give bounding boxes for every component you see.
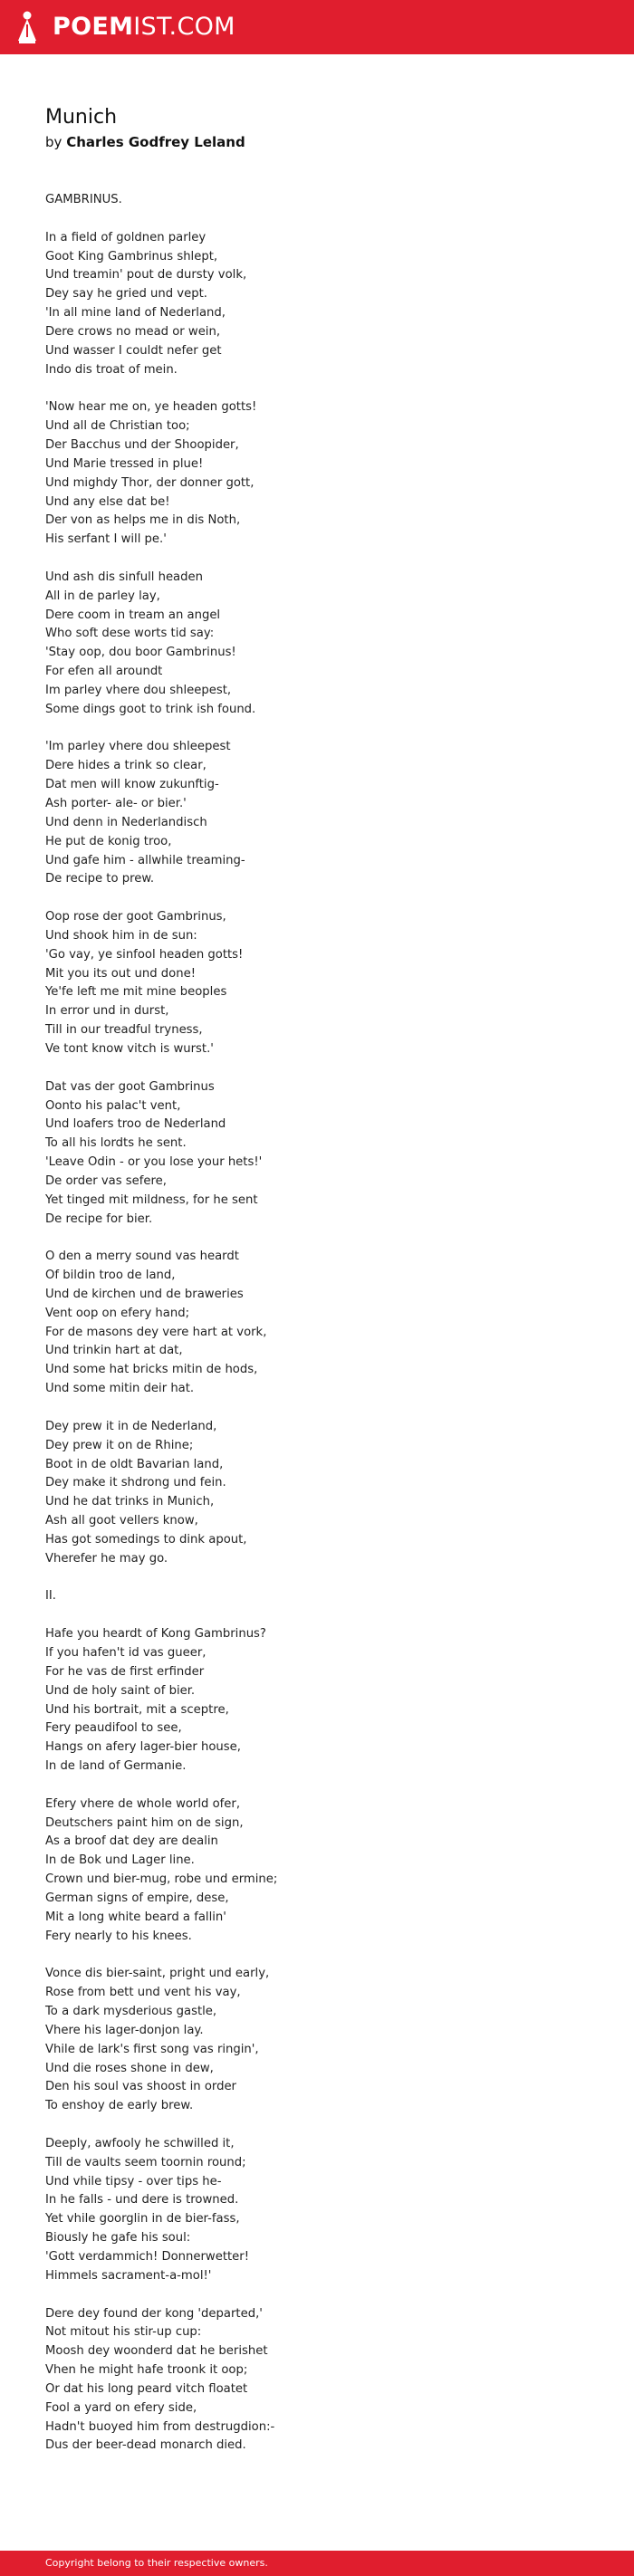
poem-line: Till de vaults seem toornin round;	[45, 2155, 246, 2169]
poem-line: For efen all aroundt	[45, 665, 163, 679]
poem-line: Goot King Gambrinus shlept,	[45, 249, 218, 263]
poem-line: Oop rose der goot Gambrinus,	[45, 910, 226, 924]
poem-stanza	[45, 1965, 589, 2116]
poem-line: German signs of empire, dese,	[45, 1891, 229, 1905]
poem-line: In error und in durst,	[45, 1004, 169, 1019]
poem-line: Und he dat trinks in Munich,	[45, 1495, 215, 1509]
poem-line: Und wasser I couldt nefer get	[45, 343, 222, 358]
poem-line: Deeply, awfooly he schwilled it,	[45, 2136, 235, 2150]
poem-line: Dere crows no mead or wein,	[45, 324, 221, 339]
poem-line: Ve tont know vitch is wurst.'	[45, 1041, 214, 1056]
poem-line: 'Now hear me on, ye headen gotts!	[45, 400, 257, 415]
poem-line: Vherefer he may go.	[45, 1551, 168, 1566]
poem-stanza	[45, 229, 589, 380]
poem-line: Dere coom in tream an angel	[45, 608, 221, 622]
poem-line: De order vas sefere,	[45, 1173, 167, 1188]
poem-line: Rose from bett und vent his vay,	[45, 1986, 241, 2000]
poem-stanza	[45, 2135, 589, 2286]
poem-line: Und de kirchen und de braweries	[45, 1287, 244, 1301]
poem-line: Dey prew it on de Rhine;	[45, 1438, 194, 1452]
poem-line: Der von as helps me in dis Noth,	[45, 513, 241, 528]
poem-line: Crown und bier-mug, robe und ermine;	[45, 1872, 278, 1887]
poem-stanza	[45, 738, 589, 889]
poem-author[interactable]: Charles Godfrey Leland	[66, 134, 245, 150]
poem-line: In de Bok und Lager line.	[45, 1853, 195, 1868]
poem-stanza	[45, 191, 589, 210]
poem-stanza	[45, 1587, 589, 1606]
poem-line: To a dark mysderious gastle,	[45, 2005, 217, 2018]
poem-line: Efery vhere de whole world ofer,	[45, 1796, 241, 1811]
poem-line: Deutschers paint him on de sign,	[45, 1815, 244, 1830]
poem-line: Dat men will know zukunftig-	[45, 778, 219, 792]
poem-line: In a field of goldnen parley	[45, 230, 207, 244]
poem-line: 'Im parley vhere dou shleepest	[45, 740, 231, 754]
poem-stanza	[45, 1625, 589, 1776]
poem-line: Mit a long white beard a fallin'	[45, 1910, 226, 1924]
poem-line: Und denn in Nederlandisch	[45, 815, 207, 829]
site-header	[0, 0, 634, 54]
poem-line: Und vhile tipsy - over tips he-	[45, 2174, 222, 2188]
poem-stanza	[45, 1248, 589, 1399]
poem-stanza	[45, 1796, 589, 1947]
poem-line: Und all de Christian too;	[45, 419, 190, 434]
poem-line: Und his bortrait, mit a sceptre,	[45, 1702, 229, 1717]
poem-body	[45, 191, 589, 2456]
by-label: by	[45, 134, 62, 150]
poem-line: Hadn't buoyed him from destrugdion:-	[45, 2419, 275, 2434]
poem-line: Who soft dese worts tid say:	[45, 627, 215, 641]
poem-line: Fery nearly to his knees.	[45, 1929, 192, 1943]
poem-byline	[45, 133, 589, 151]
poem-line: In de land of Germanie.	[45, 1759, 187, 1774]
poem-line: Dey say he gried und vept.	[45, 287, 207, 302]
poem-line: For he vas de first erfinder	[45, 1664, 205, 1679]
poem-line: He put de konig troo,	[45, 834, 172, 848]
poem-line: For de masons dey vere hart at vork,	[45, 1325, 267, 1339]
poem-title: Munich	[45, 106, 118, 129]
poem-line: Dus der beer-dead monarch died.	[45, 2438, 246, 2453]
poem-line: 'Leave Odin - or you lose your hets!'	[45, 1155, 263, 1170]
poem-stanza	[45, 569, 589, 720]
poem-line: Und trinkin hart at dat,	[45, 1344, 183, 1358]
poem-line: 'In all mine land of Nederland,	[45, 306, 226, 321]
poem-line: Den his soul vas shoost in order	[45, 2080, 236, 2094]
poem-stanza	[45, 1418, 589, 1569]
poem-line: Till in our treadful tryness,	[45, 1023, 203, 1038]
poem-line: Has got somedings to dink apout,	[45, 1532, 247, 1547]
poem-stanza	[45, 908, 589, 1059]
logo-rest-text: IST.COM	[133, 13, 235, 41]
poem-line: All in de parley lay,	[45, 589, 160, 603]
poem-line: 'Gott verdammich! Donnerwetter!	[45, 2249, 249, 2264]
poem-line: 'Stay oop, dou boor Gambrinus!	[45, 646, 236, 660]
poem-line: Und some hat bricks mitin de hods,	[45, 1363, 258, 1377]
poem-line: GAMBRINUS.	[45, 193, 122, 206]
poem-line: Hafe you heardt of Kong Gambrinus?	[45, 1627, 266, 1642]
poem-line: Der Bacchus und der Shoopider,	[45, 437, 239, 452]
poem-stanza	[45, 2305, 589, 2456]
poem-line: To all his lordts he sent.	[45, 1136, 187, 1151]
poem-line: Und gafe him - allwhile treaming-	[45, 853, 245, 867]
poem-line: Dey make it shdrong und fein.	[45, 1476, 226, 1490]
poem-line: Dere dey found der kong 'departed,'	[45, 2306, 263, 2321]
poem-line: Dere hides a trink so clear,	[45, 759, 207, 773]
poem-line: Boot in de oldt Bavarian land,	[45, 1457, 224, 1471]
poem-line: Und die roses shone in dew,	[45, 2061, 214, 2075]
poem-stanza	[45, 1078, 589, 1230]
poem-line: Vhere his lager-donjon lay.	[45, 2023, 204, 2037]
poem-line: Or dat his long peard vitch floatet	[45, 2381, 248, 2396]
logo-bold-text: POEM	[53, 13, 134, 41]
poem-line: Und any else dat be!	[45, 494, 170, 509]
site-logo[interactable]	[53, 13, 235, 42]
poem-line: Oonto his palac't vent,	[45, 1098, 181, 1113]
poem-line: Und de holy saint of bier.	[45, 1683, 196, 1698]
poem-line: Mit you its out und done!	[45, 966, 196, 981]
quill-pen-icon[interactable]	[16, 10, 38, 44]
poem-line: Not mitout his stir-up cup:	[45, 2325, 202, 2340]
site-footer	[0, 2551, 634, 2576]
poem-line: Ash all goot vellers know,	[45, 1514, 198, 1528]
poem-line: Moosh dey woonderd dat he berishet	[45, 2344, 268, 2359]
poem-line: Und treamin' pout de dursty volk,	[45, 268, 247, 282]
poem-container	[45, 104, 589, 2475]
poem-line: De recipe to prew.	[45, 872, 155, 886]
poem-line: Fery peaudifool to see,	[45, 1721, 182, 1736]
poem-line: II.	[45, 1589, 56, 1604]
poem-line: Und mighdy Thor, der donner gott,	[45, 475, 255, 490]
poem-line: Some dings goot to trink ish found.	[45, 702, 256, 716]
poem-line: Hangs on afery lager-bier house,	[45, 1740, 241, 1755]
poem-line: Und loafers troo de Nederland	[45, 1117, 226, 1132]
poem-line: Ash porter- ale- or bier.'	[45, 797, 187, 810]
poem-line: Ye'fe left me mit mine beoples	[45, 985, 227, 1000]
poem-line: Und some mitin deir hat.	[45, 1382, 195, 1396]
poem-line: To enshoy de early brew.	[45, 2099, 194, 2113]
poem-line: Yet tinged mit mildness, for he sent	[45, 1192, 258, 1207]
poem-line: Und Marie tressed in plue!	[45, 456, 204, 471]
poem-line: His serfant I will pe.'	[45, 532, 167, 547]
poem-line: Indo dis troat of mein.	[45, 362, 178, 377]
poem-line: Of bildin troo de land,	[45, 1269, 176, 1283]
poem-line: Dey prew it in de Nederland,	[45, 1419, 217, 1433]
poem-line: De recipe for bier.	[45, 1211, 153, 1226]
poem-line: If you hafen't id vas gueer,	[45, 1645, 207, 1660]
poem-line: 'Go vay, ye sinfool headen gotts!	[45, 947, 244, 962]
poem-line: Vent oop on efery hand;	[45, 1306, 190, 1320]
poem-line: Im parley vhere dou shleepest,	[45, 683, 232, 697]
poem-line: Yet vhile goorglin in de bier-fass,	[45, 2212, 240, 2226]
poem-line: Und ash dis sinfull headen	[45, 570, 203, 584]
poem-line: As a broof dat dey are dealin	[45, 1834, 218, 1849]
poem-line: Vonce dis bier-saint, pright und early,	[45, 1967, 270, 1981]
poem-line: Vhen he might hafe troonk it oop;	[45, 2363, 248, 2378]
poem-line: Himmels sacrament-a-mol!'	[45, 2268, 212, 2283]
poem-line: Vhile de lark's first song vas ringin',	[45, 2042, 259, 2056]
copyright-text: Copyright belong to their respective owners.	[45, 2557, 268, 2569]
poem-line: O den a merry sound vas heardt	[45, 1250, 239, 1264]
poem-line: Fool a yard on efery side,	[45, 2400, 197, 2415]
poem-line: Und shook him in de sun:	[45, 928, 197, 943]
poem-stanza	[45, 398, 589, 550]
poem-line: Dat vas der goot Gambrinus	[45, 1079, 215, 1094]
poem-line: Biously he gafe his soul:	[45, 2231, 191, 2246]
poem-line: In he falls - und dere is trowned.	[45, 2193, 239, 2207]
